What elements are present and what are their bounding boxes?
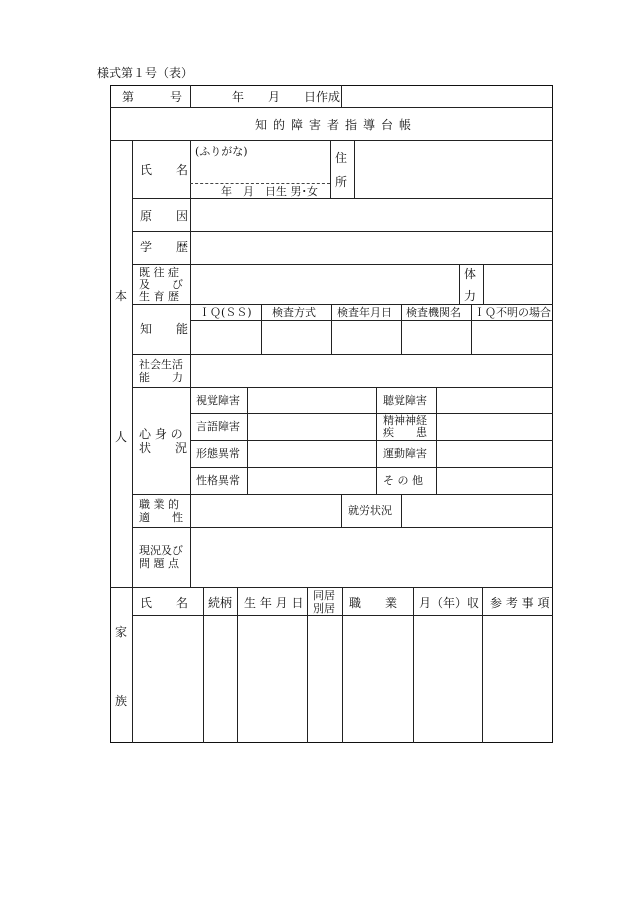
iq-header-unknown: ＩＱ不明の場合 (474, 306, 551, 319)
mind-body-label-1: 心 身 の (139, 427, 183, 441)
address-label-2: 所 (335, 175, 348, 189)
family-header-cohabit-2: 別居 (313, 602, 335, 615)
visual-impairment-label: 視覚障害 (196, 394, 240, 407)
intellect-label: 知 能 (140, 322, 189, 336)
history-label-3: 生 育 歴 (139, 290, 179, 303)
date-created-label: 年 月 日作成 (232, 90, 341, 104)
iq-header-iq: ＩＱ(ＳＳ) (199, 306, 252, 319)
family-header-relation: 続柄 (208, 596, 233, 610)
form-title: 知的障害者指導台帳 (255, 118, 418, 132)
neuro-disease-label-1: 精神神経 (383, 414, 427, 427)
section-family-1: 家 (115, 625, 128, 639)
aptitude-label-2: 適 性 (139, 511, 183, 524)
name-label: 氏 名 (140, 163, 189, 177)
other-label: そ の 他 (383, 474, 423, 487)
social-label-2: 能 力 (139, 371, 183, 384)
neuro-disease-label-2: 疾 患 (383, 426, 427, 439)
personality-anomaly-label: 性格異常 (196, 474, 240, 487)
family-header-income: 月（年）収 (419, 596, 480, 610)
physical-label-1: 体 (464, 267, 477, 281)
form-label: 様式第１号（表） (97, 66, 194, 80)
iq-header-method: 検査方式 (272, 306, 316, 319)
motor-impairment-label: 運動障害 (383, 447, 427, 460)
family-header-cohabit-1: 同居 (313, 589, 335, 602)
family-header-name: 氏 名 (140, 596, 189, 610)
current-label-1: 現況及び (139, 544, 183, 557)
speech-impairment-label: 言語障害 (196, 420, 240, 433)
social-label-1: 社会生活 (139, 358, 183, 371)
physical-label-2: 力 (464, 289, 477, 303)
education-label: 学 歴 (140, 240, 189, 254)
cause-label: 原 因 (140, 209, 189, 223)
physical-anomaly-label: 形態異常 (196, 447, 240, 460)
iq-header-date: 検査年月日 (337, 306, 392, 319)
history-label-1: 既 往 症 (139, 266, 179, 279)
history-label-2: 及 び (139, 278, 183, 291)
section-family-2: 族 (115, 694, 128, 708)
birth-label: 年 月 日生 男･女 (221, 185, 318, 198)
employment-label: 就労状況 (348, 504, 392, 517)
hearing-impairment-label: 聴覚障害 (383, 394, 427, 407)
current-label-2: 問 題 点 (139, 557, 179, 570)
address-label-1: 住 (335, 151, 348, 165)
ledger-form (110, 85, 553, 743)
mind-body-label-2: 状 況 (139, 441, 188, 455)
family-header-notes: 参 考 事 項 (490, 596, 550, 610)
furigana-label: (ふりがな) (195, 145, 248, 158)
aptitude-label-1: 職 業 的 (139, 498, 179, 511)
iq-header-agency: 検査機関名 (406, 306, 461, 319)
family-header-birth: 生 年 月 日 (244, 596, 304, 610)
section-person-2: 人 (115, 430, 128, 444)
form-number-label: 第 号 (122, 90, 183, 104)
section-person-1: 本 (115, 289, 128, 303)
family-header-occupation: 職 業 (349, 596, 398, 610)
